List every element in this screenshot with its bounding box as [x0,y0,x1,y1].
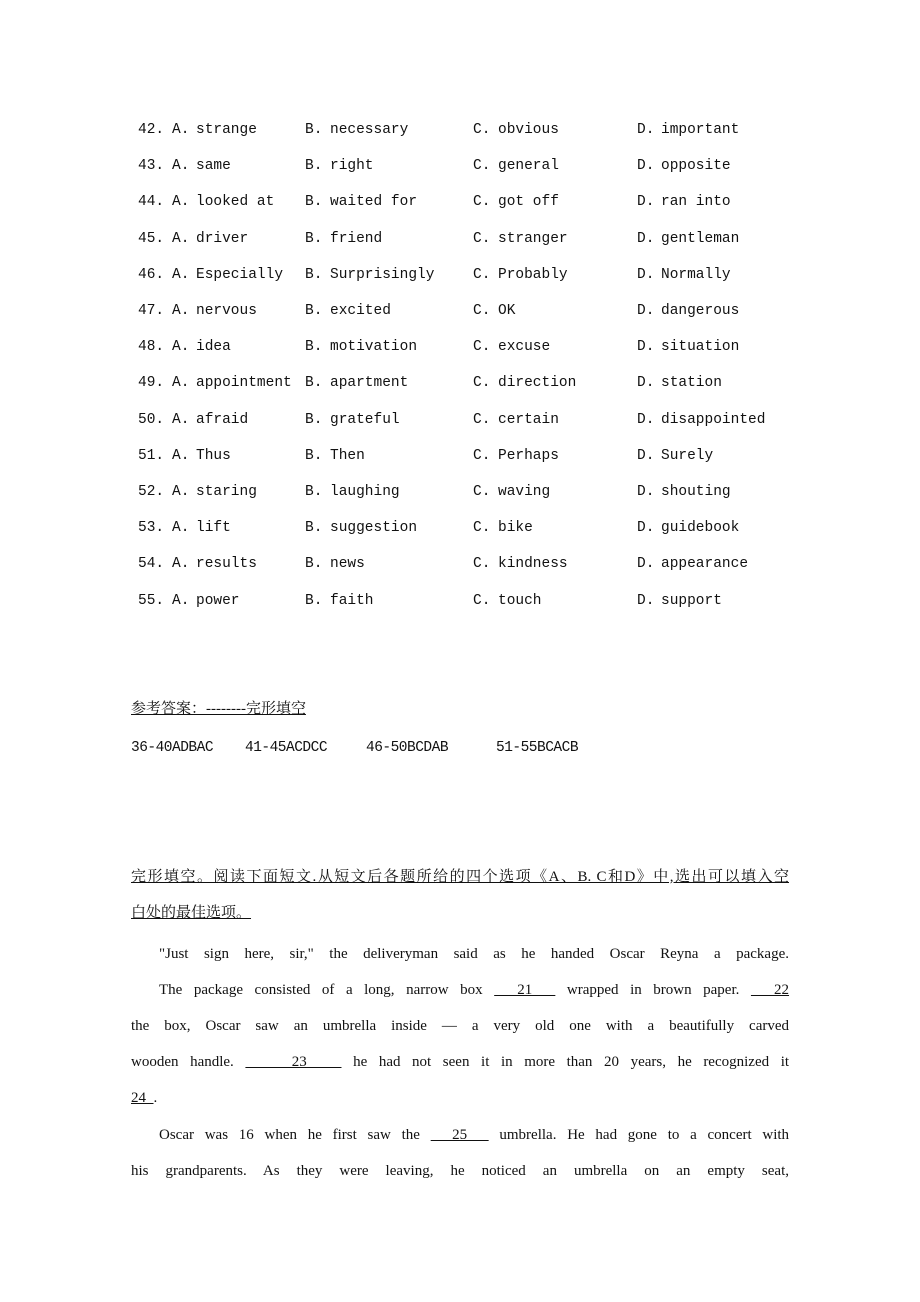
option-letter: D. [637,592,655,609]
option-a: idea [196,339,231,356]
option-d: dangerous [661,303,740,319]
option-d: Normally [661,266,731,283]
text: The package consisted of a long, narrow box [159,982,483,998]
option-letter: A. [172,303,190,319]
option-d: opposite [661,158,731,175]
answer-group: 46-50BCDAB [366,740,449,756]
option-b: waited for [330,194,418,211]
option-letter: A. [172,266,190,283]
option-a: power [196,592,240,609]
text: he had not seen it in more than 20 years, he recognized it [353,1054,790,1070]
option-letter: C. [473,230,491,247]
option-c: excuse [498,339,551,356]
option-letter: D. [637,411,655,428]
option-d: Surely [661,447,714,464]
option-letter: A. [172,520,190,537]
option-letter: A. [172,556,190,573]
option-letter: D. [637,194,655,211]
option-letter: B. [305,303,323,319]
option-letter: D. [637,158,655,175]
question-number: 46. [138,266,165,283]
passage-line: his grandparents. As they were leaving, he noticed an umbrella on an empty seat, [131,1163,789,1179]
option-c: OK [498,303,516,319]
question-number: 47. [138,303,165,319]
option-letter: D. [637,375,655,392]
option-letter: B. [305,520,323,537]
option-d: shouting [661,484,731,500]
option-a: Especially [196,266,284,283]
option-a: strange [196,122,257,138]
option-b: laughing [330,484,400,500]
option-d: disappointed [661,411,766,428]
option-letter: C. [473,447,491,464]
question-number: 48. [138,339,165,356]
option-letter: B. [305,339,323,356]
passage-line [159,980,789,1000]
option-letter: B. [305,592,323,609]
option-d: appearance [661,556,749,573]
option-letter: C. [473,556,491,573]
option-letter: B. [305,158,323,175]
option-letter: C. [473,158,491,175]
blank-21: 21 [494,982,556,998]
option-b: Surprisingly [330,266,435,283]
question-number: 45. [138,230,165,247]
question-number: 51. [138,447,165,464]
option-c: stranger [498,230,568,247]
option-letter: A. [172,375,190,392]
option-b: news [330,556,365,573]
blank-23: 23 [245,1054,342,1070]
option-c: Perhaps [498,447,559,464]
option-letter: D. [637,266,655,283]
option-a: driver [196,230,249,247]
option-letter: C. [473,266,491,283]
option-b: excited [330,303,391,319]
option-c: touch [498,592,542,609]
option-letter: A. [172,447,190,464]
option-b: suggestion [330,520,418,537]
blank-25: 25 [430,1127,489,1143]
question-number: 42. [138,122,165,138]
option-letter: B. [305,556,323,573]
option-letter: A. [172,411,190,428]
question-number: 44. [138,194,165,211]
option-c: kindness [498,556,568,573]
option-letter: A. [172,122,190,138]
option-b: faith [330,592,374,609]
answer-group: 51-55BCACB [496,740,579,756]
text: Oscar was 16 when he first saw the [159,1127,420,1143]
option-letter: D. [637,520,655,537]
text: wooden handle. [131,1054,234,1070]
option-letter: A. [172,230,190,247]
option-letter: A. [172,194,190,211]
question-number: 43. [138,158,165,175]
blank-22: 22 [750,982,790,998]
option-c: direction [498,375,577,392]
option-b: necessary [330,122,409,138]
option-a: Thus [196,447,231,464]
option-a: results [196,556,257,573]
option-a: same [196,158,231,175]
option-d: guidebook [661,520,740,537]
option-b: motivation [330,339,418,356]
option-a: afraid [196,411,249,428]
answer-group: 36-40ADBAC [131,740,214,756]
option-letter: B. [305,122,323,138]
option-c: waving [498,484,551,500]
option-letter: B. [305,266,323,283]
option-letter: B. [305,484,323,500]
option-b: Then [330,447,365,464]
option-a: looked at [196,194,275,211]
option-letter: B. [305,194,323,211]
option-letter: D. [637,447,655,464]
option-a: staring [196,484,257,500]
option-d: station [661,375,722,392]
text: . [153,1090,158,1106]
option-letter: C. [473,411,491,428]
option-letter: A. [172,339,190,356]
option-letter: C. [473,303,491,319]
option-c: general [498,158,559,175]
option-letter: D. [637,484,655,500]
option-c: bike [498,520,533,537]
option-b: friend [330,230,383,247]
option-a: appointment [196,375,292,392]
answer-heading: 参考答案：--------完形填空 [131,701,306,717]
blank-24: 24 [131,1090,154,1106]
option-c: Probably [498,266,568,283]
option-letter: A. [172,592,190,609]
option-letter: D. [637,230,655,247]
passage-line [131,1088,157,1108]
option-b: apartment [330,375,409,392]
option-c: certain [498,411,559,428]
option-letter: C. [473,592,491,609]
option-d: support [661,592,722,609]
question-number: 55. [138,592,165,609]
option-letter: A. [172,484,190,500]
option-d: situation [661,339,740,356]
question-number: 52. [138,484,165,500]
option-letter: C. [473,122,491,138]
option-d: ran into [661,194,731,211]
option-c: got off [498,194,559,211]
option-letter: C. [473,339,491,356]
option-letter: B. [305,447,323,464]
question-number: 54. [138,556,165,573]
option-letter: C. [473,194,491,211]
option-a: nervous [196,303,257,319]
question-number: 49. [138,375,165,392]
passage-line: the box, Oscar saw an umbrella inside — a very old one with a beautifully carved [131,1018,789,1034]
passage-line [131,1052,789,1072]
option-letter: C. [473,484,491,500]
option-letter: B. [305,411,323,428]
text: wrapped in brown paper. [566,982,740,998]
option-letter: C. [473,520,491,537]
instructions-line: 完形填空。阅读下面短文.从短文后各题所给的四个选项《A、B. C和D》中,选出可以填入空 [131,869,789,885]
option-d: important [661,122,740,138]
option-letter: C. [473,375,491,392]
passage-line: "Just sign here, sir," the deliveryman said as he handed Oscar Reyna a package. [159,946,789,962]
question-number: 50. [138,411,165,428]
answer-group: 41-45ACDCC [245,740,328,756]
option-d: gentleman [661,230,740,247]
option-b: right [330,158,374,175]
option-letter: B. [305,375,323,392]
text: umbrella. He had gone to a concert with [499,1127,790,1143]
passage-line [159,1125,789,1145]
option-letter: D. [637,556,655,573]
instructions-line: 白处的最佳选项。 [131,905,252,921]
option-c: obvious [498,122,559,138]
option-a: lift [196,520,231,537]
option-letter: B. [305,230,323,247]
option-b: grateful [330,411,400,428]
option-letter: D. [637,303,655,319]
option-letter: D. [637,339,655,356]
question-number: 53. [138,520,165,537]
option-letter: D. [637,122,655,138]
option-letter: A. [172,158,190,175]
